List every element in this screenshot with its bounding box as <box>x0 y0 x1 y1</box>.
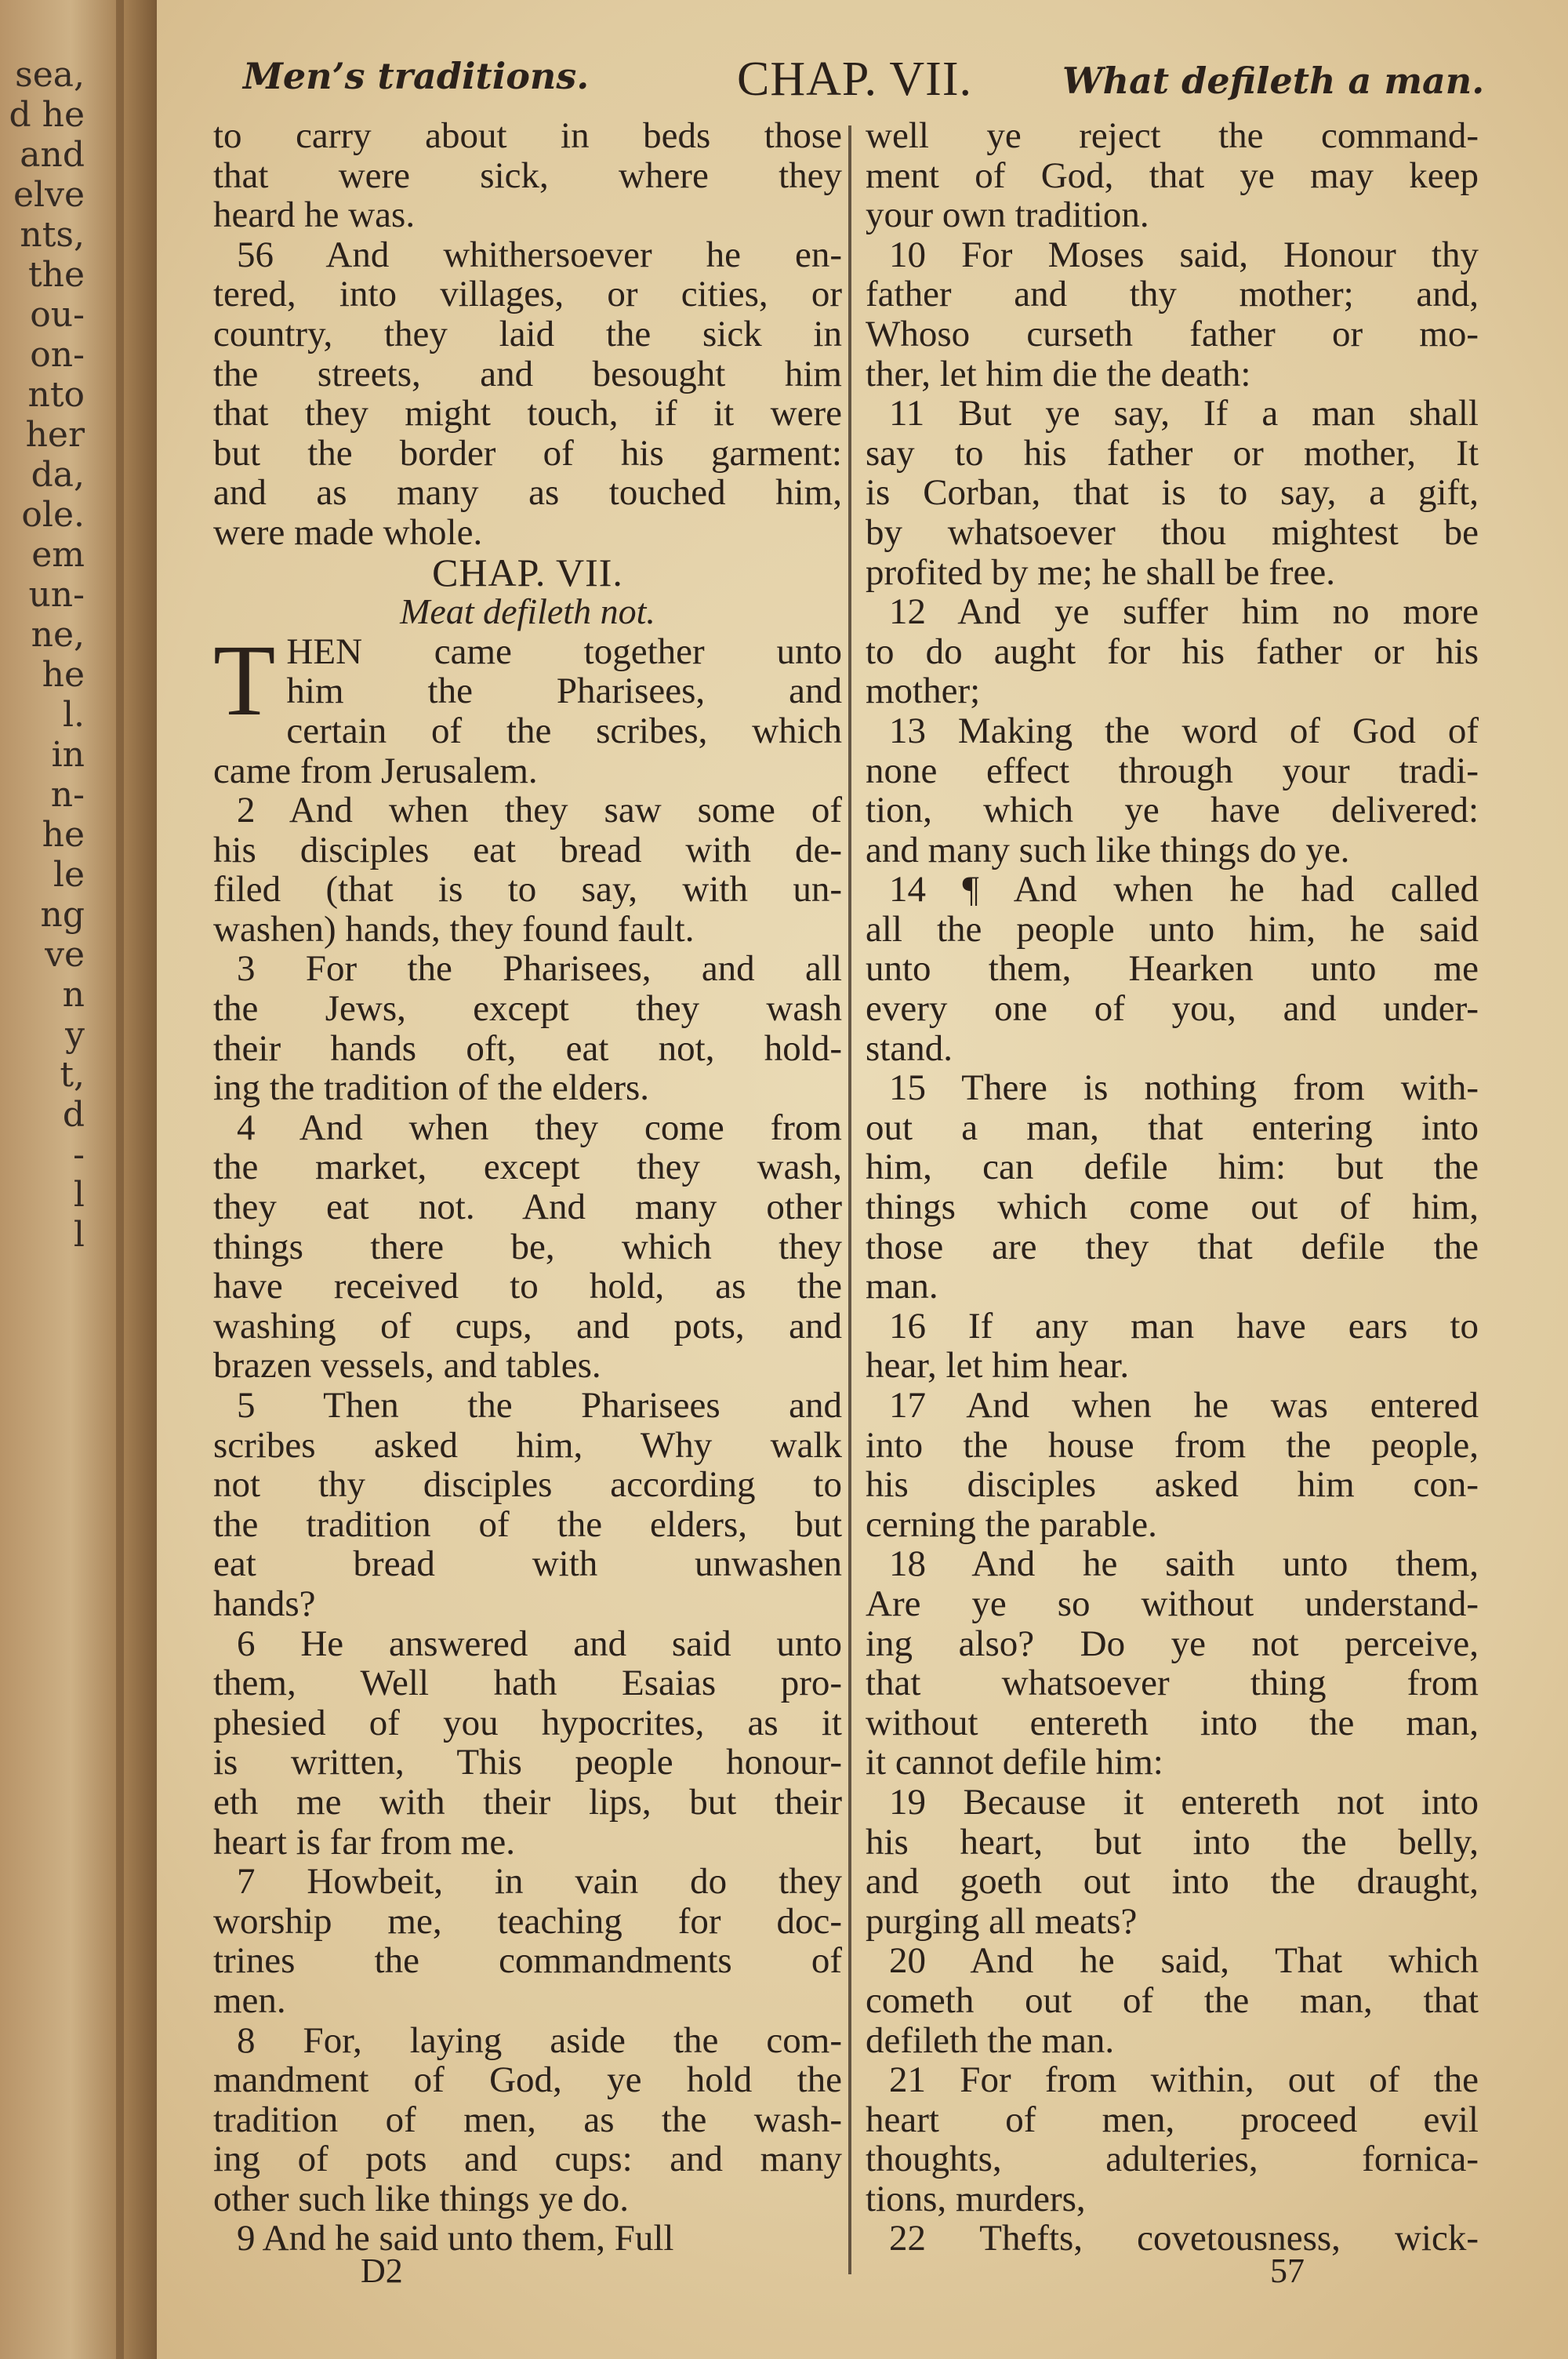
text-line: his disciples eat bread with de- <box>213 829 842 871</box>
margin-fragment: y <box>65 1015 85 1055</box>
text-line: well ye reject the command- <box>866 115 1479 156</box>
text-line: filed (that is to say, with un- <box>213 869 842 911</box>
margin-fragment: l <box>73 1175 85 1215</box>
right-column <box>866 116 1479 2281</box>
text-line: none effect through your tradi- <box>866 750 1479 791</box>
text-line: 19 Because it entereth not into <box>889 1781 1479 1823</box>
text-line: ther, let him die the death: <box>866 353 1251 394</box>
running-head-right: What defileth a man. <box>1062 60 1485 102</box>
text-line: stand. <box>866 1027 953 1069</box>
text-line: 4 And when they come from <box>237 1107 842 1148</box>
text-line: things there be, which they <box>213 1226 842 1267</box>
text-line: heart is far from me. <box>213 1821 515 1863</box>
text-line: all the people unto him, he said <box>866 908 1479 950</box>
margin-fragment: he <box>42 655 85 695</box>
text-line: ment of God, that ye may keep <box>866 154 1479 196</box>
margin-fragment: un- <box>28 575 85 615</box>
margin-fragment: in <box>51 735 85 775</box>
text-line: to do aught for his father or his <box>866 631 1479 672</box>
text-line: him the Pharisees, and <box>286 671 842 712</box>
text-line: 6 He answered and said unto <box>237 1623 842 1664</box>
text-line: without entereth into the man, <box>866 1702 1479 1743</box>
text-line: man. <box>866 1266 938 1307</box>
left-column <box>213 116 842 2281</box>
text-line: tradition of men, as the wash- <box>213 2099 842 2140</box>
margin-fragment: l. <box>62 695 85 735</box>
margin-fragment: elve <box>13 175 85 215</box>
text-line: the Jews, except they wash <box>213 988 842 1030</box>
text-line: came from Jerusalem. <box>213 750 538 791</box>
text-line: purging all meats? <box>866 1900 1138 1942</box>
margin-fragment: t, <box>60 1055 85 1095</box>
text-line: them, Well hath Esaias pro- <box>213 1663 842 1704</box>
text-line: mother; <box>866 671 981 712</box>
text-line: Are ye so without understand- <box>866 1583 1479 1624</box>
verses-2-9 <box>213 791 842 2259</box>
margin-fragment: em <box>31 535 85 575</box>
margin-fragment: her <box>25 415 85 455</box>
text-line: into the house from the people, <box>866 1424 1479 1466</box>
opening-verse <box>213 623 842 791</box>
text-line: brazen vessels, and tables. <box>213 1345 601 1387</box>
text-line: 11 But ye say, If a man shall <box>889 393 1479 434</box>
running-head-left: Men’s traditions. <box>243 55 590 97</box>
text-line: every one of you, and under- <box>866 988 1479 1030</box>
margin-fragment: ole. <box>21 495 85 535</box>
text-line: heart of men, proceed evil <box>866 2099 1479 2140</box>
margin-fragment: ou- <box>30 295 85 335</box>
text-line: 21 For from within, out of the <box>889 2059 1479 2101</box>
margin-fragment: ng <box>40 895 85 935</box>
margin-fragment: and <box>20 135 85 175</box>
margin-fragment: d he <box>9 95 85 135</box>
text-line: is written, This people honour- <box>213 1742 842 1783</box>
margin-fragment: da, <box>31 455 85 495</box>
text-line: ing of pots and cups: and many <box>213 2139 842 2180</box>
text-line: were made whole. <box>213 511 483 553</box>
text-line: profited by me; he shall be free. <box>866 551 1336 593</box>
margin-fragment: sea, <box>15 55 85 95</box>
text-line: father and thy mother; and, <box>866 274 1479 315</box>
chapter-heading: CHAP. VII. <box>432 550 623 594</box>
text-line: 5 Then the Pharisees and <box>237 1385 842 1426</box>
chapter-opening <box>213 623 842 791</box>
text-line: 22 Thefts, covetousness, wick- <box>889 2218 1479 2259</box>
drop-cap: T <box>213 623 276 737</box>
margin-fragment: he <box>42 815 85 855</box>
text-line: thoughts, adulteries, fornica- <box>866 2139 1479 2180</box>
text-line: defileth the man. <box>866 2019 1115 2061</box>
margin-fragment: ve <box>45 935 85 975</box>
text-line: country, they laid the sick in <box>213 313 842 354</box>
text-line: your own tradition. <box>866 194 1149 236</box>
text-line: it cannot defile him: <box>866 1742 1163 1783</box>
text-line: their hands oft, eat not, hold- <box>213 1027 842 1069</box>
text-line: 10 For Moses said, Honour thy <box>889 234 1479 275</box>
text-line: to carry about in beds those <box>213 115 842 156</box>
text-line: 3 For the Pharisees, and all <box>237 948 842 990</box>
text-line: things which come out of him, <box>866 1187 1479 1228</box>
text-line: and goeth out into the draught, <box>866 1861 1479 1903</box>
text-line: Whoso curseth father or mo- <box>866 313 1479 354</box>
text-line: not thy disciples according to <box>213 1464 842 1506</box>
binding-shadow <box>116 0 124 2359</box>
column-rule <box>848 125 851 2274</box>
margin-fragment: n <box>62 975 85 1015</box>
text-line: is Corban, that is to say, a gift, <box>866 472 1479 514</box>
text-line: ing also? Do ye not perceive, <box>866 1623 1479 1664</box>
text-line: heard he was. <box>213 194 416 236</box>
text-line: 2 And when they saw some of <box>237 790 842 831</box>
text-line: hear, let him hear. <box>866 1345 1130 1387</box>
text-line: scribes asked him, Why walk <box>213 1424 842 1466</box>
text-line: tered, into villages, or cities, or <box>213 274 842 315</box>
text-line: him, can defile him: but the <box>866 1147 1479 1188</box>
text-line: hands? <box>213 1583 316 1624</box>
text-line: out a man, that entering into <box>866 1107 1479 1148</box>
text-line: worship me, teaching for doc- <box>213 1900 842 1942</box>
previous-page-fragment <box>0 55 94 1255</box>
text-line: washen) hands, they found fault. <box>213 908 695 950</box>
margin-fragment: nts, <box>20 215 85 255</box>
text-line: 9 And he said unto them, Full <box>237 2218 674 2259</box>
text-line: eth me with their lips, but their <box>213 1781 842 1823</box>
margin-fragment: nto <box>27 375 85 415</box>
margin-fragment: l <box>73 1215 85 1255</box>
margin-fragment: on- <box>30 335 85 375</box>
chapter-summary: Meat defileth not. <box>400 591 655 632</box>
text-line: that they might touch, if it were <box>213 393 842 434</box>
text-line: have received to hold, as the <box>213 1266 842 1307</box>
text-line: his disciples asked him con- <box>866 1464 1479 1506</box>
text-line: mandment of God, ye hold the <box>213 2059 842 2101</box>
text-line: tion, which ye have delivered: <box>866 790 1479 831</box>
text-line: they eat not. And many other <box>213 1187 842 1228</box>
text-line: trines the commandments of <box>213 1940 842 1982</box>
margin-fragment: d <box>62 1095 85 1135</box>
paragraph-continuation <box>213 116 842 235</box>
text-line: but the border of his garment: <box>213 432 842 474</box>
text-line: 7 Howbeit, in vain do they <box>237 1861 842 1903</box>
text-line: certain of the scribes, which <box>286 710 842 751</box>
margin-fragment: le <box>53 855 85 895</box>
text-line: the tradition of the elders, but <box>213 1503 842 1545</box>
text-line: say to his father or mother, It <box>866 432 1479 474</box>
text-line: 16 If any man have ears to <box>889 1305 1479 1347</box>
text-line: 8 For, laying aside the com- <box>237 2019 842 2061</box>
text-line: that whatsoever thing from <box>866 1663 1479 1704</box>
text-line: that were sick, where they <box>213 154 842 196</box>
text-line: and as many as touched him, <box>213 472 842 514</box>
text-line: 18 And he saith unto them, <box>889 1543 1479 1585</box>
text-line: 56 And whithersoever he en- <box>237 234 842 275</box>
text-line: 20 And he said, That which <box>889 1940 1479 1982</box>
margin-fragment: ne, <box>31 615 85 655</box>
text-line: his heart, but into the belly, <box>866 1821 1479 1863</box>
text-line: 17 And when he was entered <box>889 1385 1479 1426</box>
text-line: tions, murders, <box>866 2178 1086 2219</box>
margin-fragment: n- <box>50 775 85 815</box>
text-line: washing of cups, and pots, and <box>213 1305 842 1347</box>
text-line: and many such like things do ye. <box>866 829 1350 871</box>
text-line: HEN came together unto <box>286 631 842 672</box>
text-line: those are they that defile the <box>866 1226 1479 1267</box>
text-line: eat bread with unwashen <box>213 1543 842 1585</box>
text-line: the streets, and besought him <box>213 353 842 394</box>
margin-fragment: - <box>73 1135 85 1175</box>
text-line: 15 There is nothing from with- <box>889 1067 1479 1109</box>
margin-fragment: the <box>27 255 85 295</box>
running-head <box>235 49 1490 111</box>
text-line: cerning the parable. <box>866 1503 1157 1545</box>
text-line: cometh out of the man, that <box>866 1979 1479 2021</box>
page-number: 57 <box>1270 2252 1305 2290</box>
text-line: phesied of you hypocrites, as it <box>213 1702 842 1743</box>
text-line: by whatsoever thou mightest be <box>866 511 1479 553</box>
text-line: other such like things ye do. <box>213 2178 629 2219</box>
running-head-chapter: CHAP. VII. <box>737 53 972 106</box>
text-line: men. <box>213 1979 286 2021</box>
text-line: the market, except they wash, <box>213 1147 842 1188</box>
text-line: 14 ¶ And when he had called <box>889 869 1479 911</box>
verse-56 <box>213 235 842 553</box>
text-line: ing the tradition of the elders. <box>213 1067 650 1109</box>
text-line: 13 Making the word of God of <box>889 710 1479 751</box>
signature-mark: D2 <box>361 2252 403 2290</box>
text-line: unto them, Hearken unto me <box>866 948 1479 990</box>
text-line: 12 And ye suffer him no more <box>889 591 1479 633</box>
